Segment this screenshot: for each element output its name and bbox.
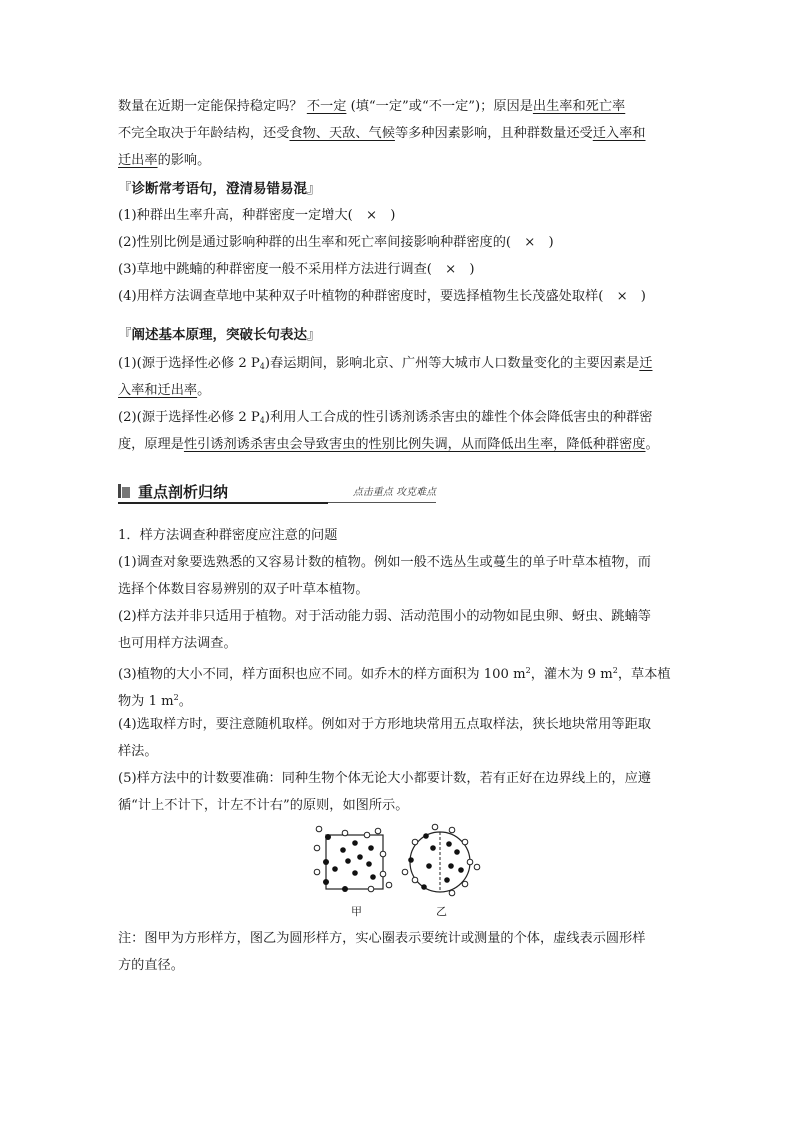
bracket-close: 』 bbox=[307, 327, 321, 343]
text: (1)(源于选择性必修 2 P bbox=[118, 356, 260, 371]
superscript: 2 bbox=[173, 693, 179, 702]
text: 度，原理是 bbox=[118, 437, 184, 452]
point-2-line1: (2)样方法并非只适用于植物。对于活动能力弱、活动范围小的动物如昆虫卵、蚜虫、跳蝻等 bbox=[118, 609, 651, 624]
answer-underlined: 不一定 bbox=[306, 99, 347, 114]
point-4-line2: 样法。 bbox=[118, 744, 158, 759]
para1-line1 bbox=[118, 97, 683, 117]
answer-underlined: 食物、天敌、气候 bbox=[289, 126, 395, 141]
answer-underlined: 性引诱剂诱杀害虫会导致害虫的性别比例失调，从而降低出生率，降低种群密度 bbox=[183, 437, 646, 452]
text: ，灌木为 9 m bbox=[530, 667, 613, 682]
answer-underlined: 迁入率和 bbox=[592, 126, 646, 141]
text: )利用人工合成的性引诱剂诱杀害虫的雄性个体会降低害虫的种群密 bbox=[264, 410, 653, 425]
answer-underlined: 迁 bbox=[639, 356, 653, 371]
explain-2-line1 bbox=[118, 408, 683, 431]
para1-line3 bbox=[118, 151, 683, 171]
text: 不完全取决于年龄结构，还受 bbox=[118, 126, 290, 141]
text: 数量在近期一定能保持稳定吗？ bbox=[118, 99, 303, 114]
text: 等多种因素影响，且种群数量还受 bbox=[394, 126, 593, 141]
point-5-line1: (5)样方法中的计数要准确：同种生物个体无论大小都要计数，若有正好在边界线上的，应遵 bbox=[118, 771, 651, 786]
text: 。 bbox=[645, 437, 659, 452]
text: 的影响。 bbox=[157, 153, 211, 168]
explain-1-line2 bbox=[118, 381, 683, 401]
section-title: 重点剖析归纳 bbox=[138, 483, 229, 501]
answer-underlined: 迁出率 bbox=[118, 153, 158, 168]
section-header-explain bbox=[118, 325, 321, 345]
text: 。 bbox=[197, 383, 211, 398]
judgment-item: (2)性别比例是通过影响种群的出生率和死亡率间接影响种群密度的( × ) bbox=[118, 235, 554, 250]
point-2-line2: 也可用样方法调查。 bbox=[118, 636, 237, 651]
answer-underlined: 入率和迁出率 bbox=[118, 383, 198, 398]
bracket-close: 』 bbox=[307, 181, 321, 197]
figure-label-a: 甲 bbox=[351, 905, 362, 918]
judgment-item: (1)种群出生率升高，种群密度一定增大( × ) bbox=[118, 208, 396, 223]
judgment-item: (3)草地中跳蝻的种群密度一般不采用样方法进行调查( × ) bbox=[118, 262, 475, 277]
figure-label-b: 乙 bbox=[436, 905, 447, 918]
point-1-line2: 选择个体数目容易辨别的双子叶草本植物。 bbox=[118, 582, 369, 597]
note-line1: 注：图甲为方形样方，图乙为圆形样方，实心圈表示要统计或测量的个体，虚线表示圆形样 bbox=[118, 931, 646, 946]
header-text: 诊断常考语句，澄清易错易混 bbox=[131, 181, 307, 197]
point-4-line1: (4)选取样方时，要注意随机取样。例如对于方形地块常用五点取样法，狭长地块常用等距取 bbox=[118, 717, 651, 732]
text: 物为 1 m bbox=[118, 694, 174, 709]
answer-underlined: 出生率和死亡率 bbox=[532, 99, 626, 114]
text: )春运期间，影响北京、广州等大城市人口数量变化的主要因素是 bbox=[264, 356, 640, 371]
superscript: 2 bbox=[525, 666, 531, 675]
point-3-line1 bbox=[118, 661, 683, 685]
subscript: 4 bbox=[259, 416, 265, 425]
point-1-line1: (1)调查对象要选熟悉的又容易计数的植物。例如一般不选丛生或蔓生的单子叶草本植物，而 bbox=[118, 555, 651, 570]
sample-quadrats-diagram bbox=[305, 822, 495, 922]
counted-dots-square bbox=[323, 834, 376, 892]
text: (2)(源于选择性必修 2 P bbox=[118, 410, 260, 425]
point-5-line2: 循“计上不计下，计左不计右”的原则，如图所示。 bbox=[118, 798, 409, 813]
superscript: 2 bbox=[612, 666, 618, 675]
point-3-line2 bbox=[118, 688, 683, 712]
subscript: 4 bbox=[259, 362, 265, 371]
section-tagline: 点击重点 攻克难点 bbox=[352, 487, 436, 498]
divider bbox=[118, 502, 328, 504]
section-banner bbox=[118, 482, 436, 502]
point-title: 1．样方法调查种群密度应注意的问题 bbox=[118, 528, 338, 543]
text: (填“一定”或“不一定”)；原因是 bbox=[350, 99, 533, 114]
explain-2-line2 bbox=[118, 435, 683, 455]
uncounted-dots-circle bbox=[402, 824, 480, 896]
bracket-open: 『 bbox=[118, 181, 132, 197]
judgment-item: (4)用样方法调查草地中某种双子叶植物的种群密度时，要选择植物生长茂盛处取样( × ) bbox=[118, 289, 646, 304]
para1-line2 bbox=[118, 124, 683, 144]
explain-1-line1 bbox=[118, 354, 683, 377]
section-header-judgment bbox=[118, 179, 321, 199]
text: 。 bbox=[178, 694, 192, 709]
section-marker-icon bbox=[118, 484, 130, 498]
bracket-open: 『 bbox=[118, 327, 132, 343]
sampling-figure bbox=[305, 822, 495, 922]
header-text: 阐述基本原理，突破长句表达 bbox=[131, 327, 307, 343]
note-line2: 方的直径。 bbox=[118, 958, 184, 973]
text: ，草本植 bbox=[617, 667, 671, 682]
text: (3)植物的大小不同，样方面积也应不同。如乔木的样方面积为 100 m bbox=[118, 667, 526, 682]
